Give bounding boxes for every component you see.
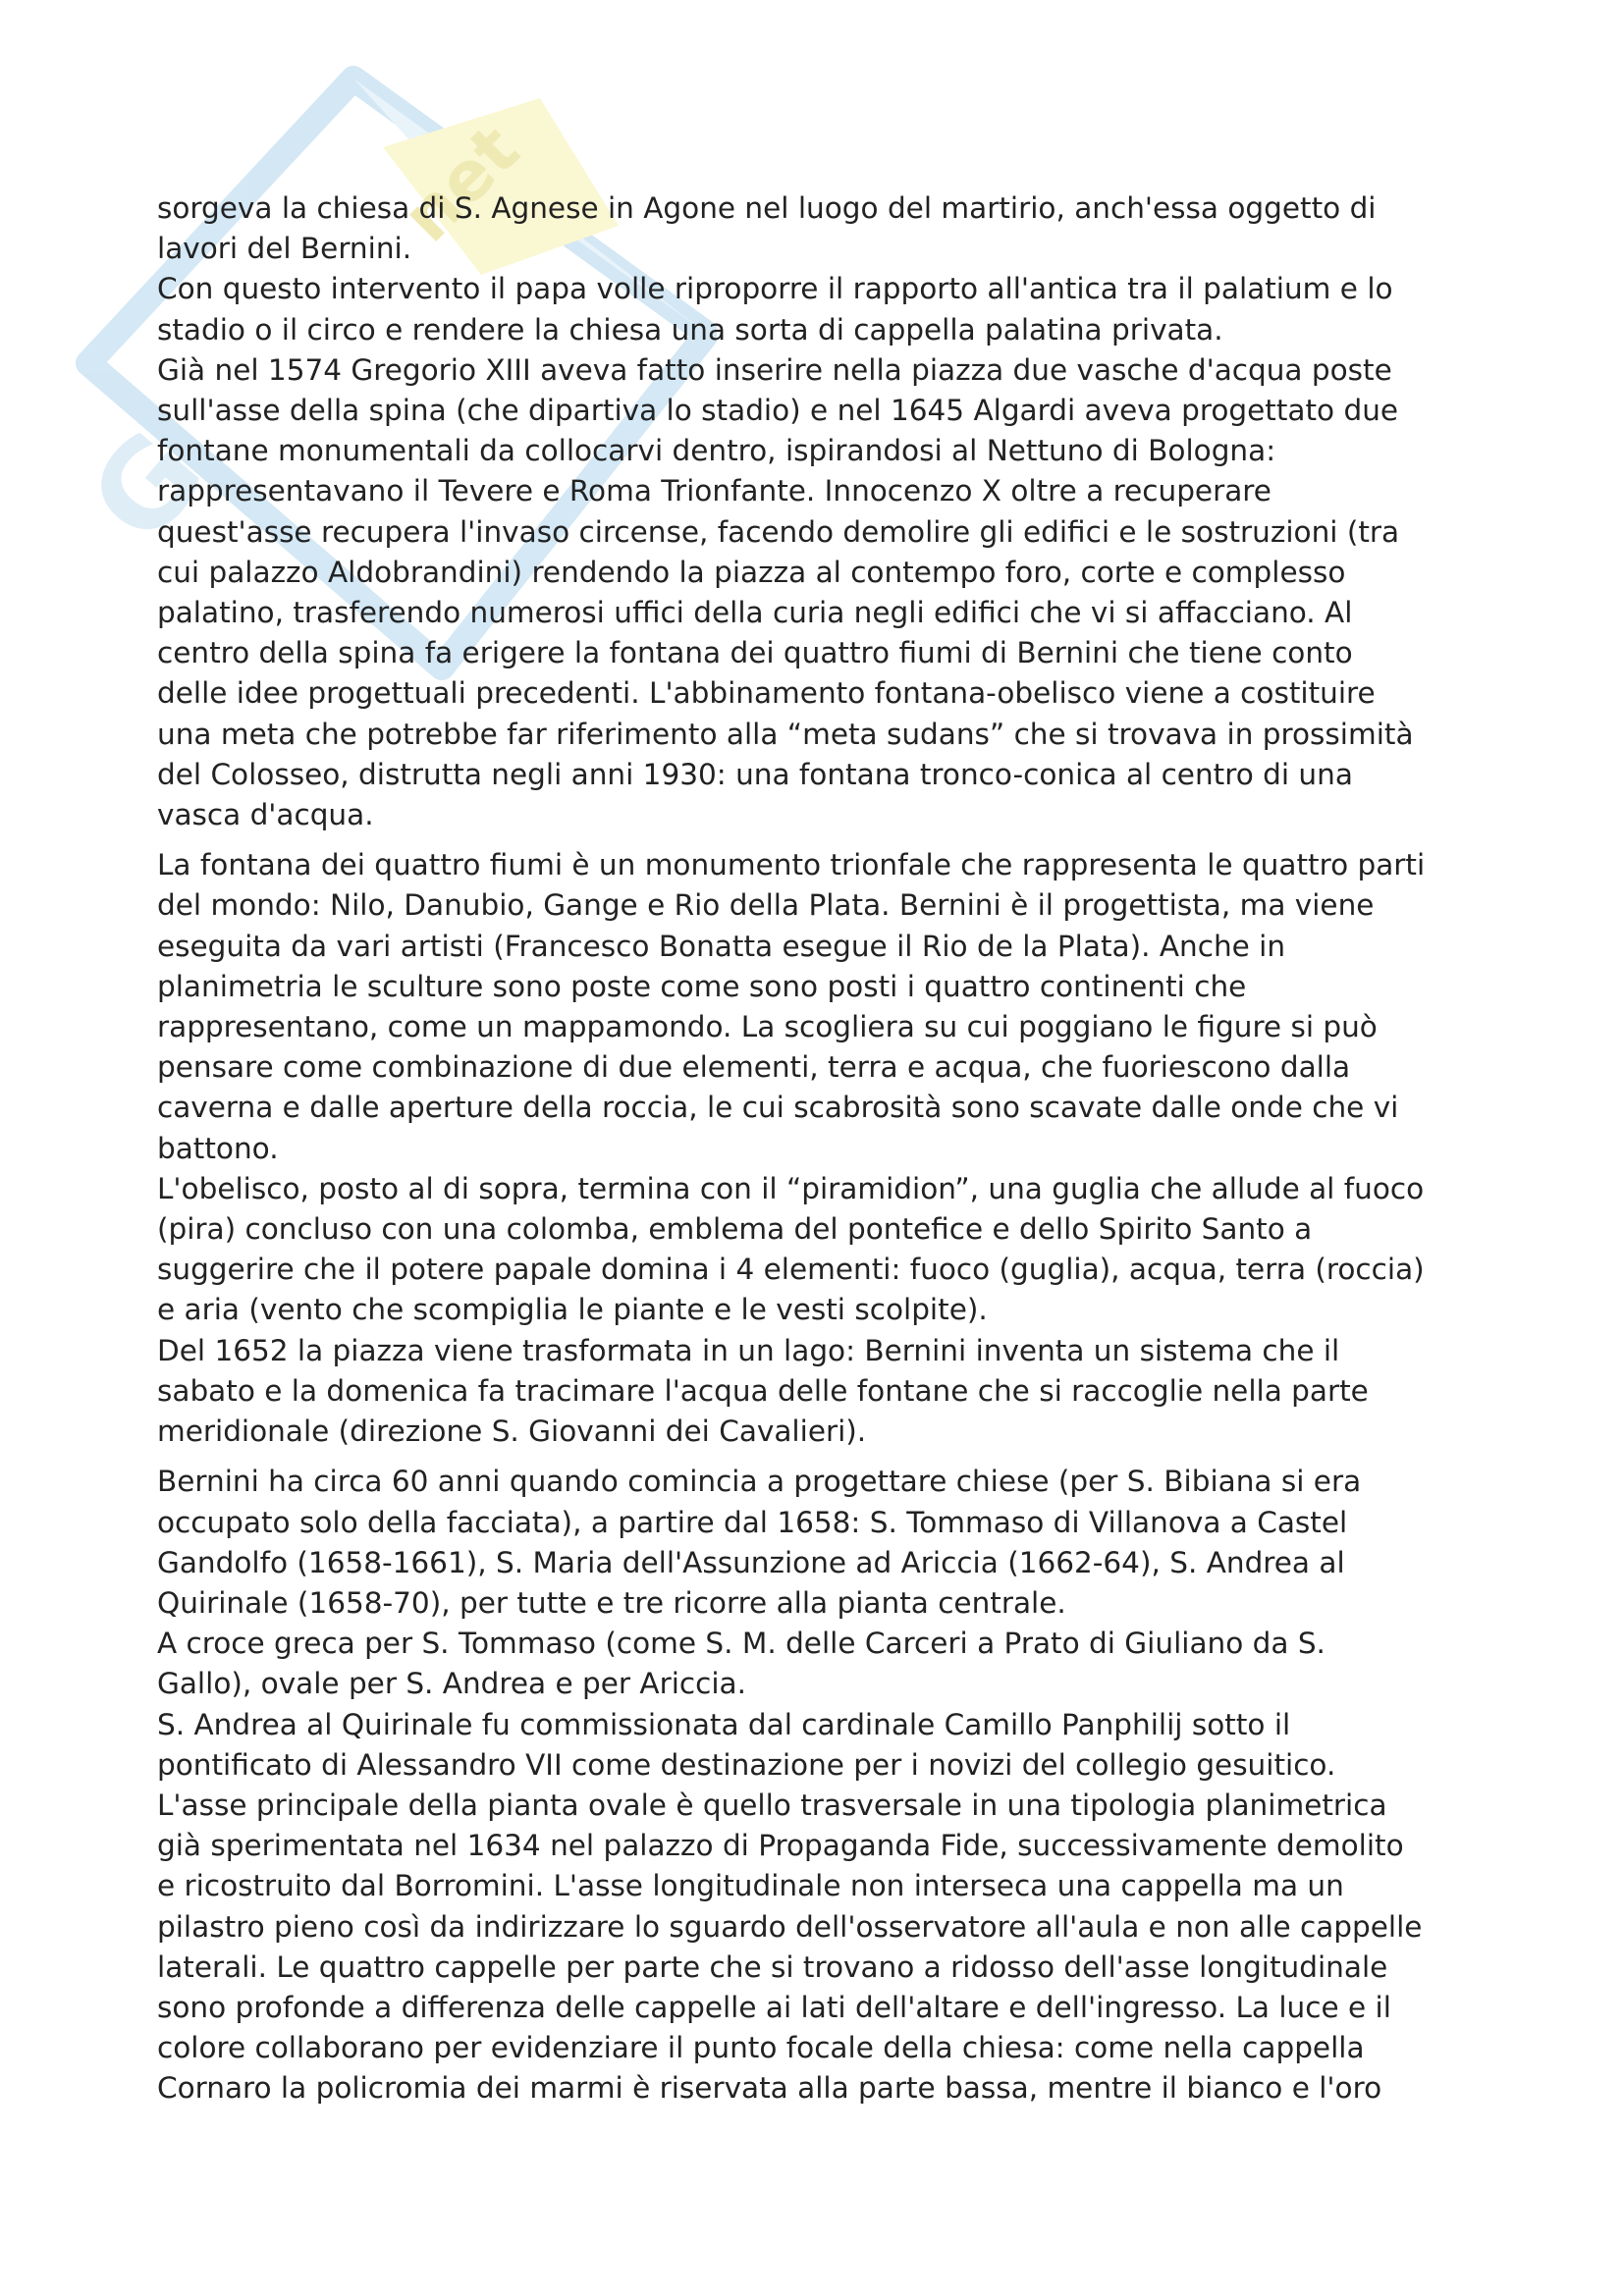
paragraph	[157, 1705, 1492, 2109]
text-line: L'asse principale della pianta ovale è quello trasversale in una tipologia planimetrica	[157, 1788, 1387, 1822]
svg-text:net: net	[387, 109, 535, 258]
document-body	[157, 188, 1492, 2109]
text-line: Cornaro la policromia dei marmi è riservata alla parte bassa, mentre il bianco e l'oro	[157, 2071, 1382, 2106]
text-line: A croce greca per S. Tommaso (come S. M. delle Carceri a Prato di Giuliano da S.	[157, 1627, 1325, 1661]
text-line: Gandolfo (1658-1661), S. Maria dell'Assunzione ad Ariccia (1662-64), S. Andrea al	[157, 1545, 1345, 1579]
text-line: fontane monumentali da collocarvi dentro, ispirandosi al Nettuno di Bologna:	[157, 434, 1276, 468]
text-line: pilastro pieno così da indirizzare lo sguardo dell'osservatore all'aula e non alle cappelle	[157, 1909, 1423, 1944]
text-line: del mondo: Nilo, Danubio, Gange e Rio della Plata. Bernini è il progettista, ma viene	[157, 888, 1375, 923]
text-line: pontificato di Alessandro VII come destinazione per i novizi del collegio gesuitico.	[157, 1747, 1336, 1782]
text-line: rappresentano, come un mappamondo. La scogliera su cui poggiano le figure si può	[157, 1010, 1378, 1044]
paragraph	[157, 845, 1492, 1169]
text-line: del Colosseo, distrutta negli anni 1930: una fontana tronco-conica al centro di una	[157, 757, 1353, 791]
text-line: una meta che potrebbe far riferimento alla “meta sudans” che si trovava in prossimità	[157, 717, 1414, 751]
text-line: lavori del Bernini.	[157, 232, 412, 266]
text-line: meridionale (direzione S. Giovanni dei Cavalieri).	[157, 1415, 867, 1449]
text-line: cui palazzo Aldobrandini) rendendo la piazza al contempo foro, corte e complesso	[157, 555, 1346, 589]
text-line: eseguita da vari artisti (Francesco Bonatta esegue il Rio de la Plata). Anche in	[157, 929, 1286, 963]
text-line: stadio o il circo e rendere la chiesa una sorta di cappella palatina privata.	[157, 312, 1223, 347]
text-line: Del 1652 la piazza viene trasformata in un lago: Bernini inventa un sistema che il	[157, 1333, 1340, 1367]
text-line: colore collaborano per evidenziare il punto focale della chiesa: come nella cappella	[157, 2031, 1365, 2065]
text-line: quest'asse recupera l'invaso circense, facendo demolire gli edifici e le sostruzioni (tra	[157, 514, 1400, 549]
text-line: Bernini ha circa 60 anni quando comincia a progettare chiese (per S. Bibiana si era	[157, 1465, 1362, 1499]
text-line: sull'asse della spina (che dipartiva lo stadio) e nel 1645 Algardi aveva progettato due	[157, 394, 1399, 428]
paragraph	[157, 1331, 1492, 1453]
paragraph	[157, 1624, 1492, 1704]
text-line: caverna e dalle aperture della roccia, le cui scabrosità sono scavate dalle onde che vi	[157, 1091, 1399, 1125]
text-line: suggerire che il potere papale domina i 4 elementi: fuoco (guglia), acqua, terra (roccia)	[157, 1253, 1425, 1287]
text-line: vasca d'acqua.	[157, 798, 374, 832]
text-line: centro della spina fa erigere la fontana dei quattro fiumi di Bernini che tiene conto	[157, 636, 1353, 670]
text-line: Quirinale (1658-70), per tutte e tre ricorre alla pianta centrale.	[157, 1585, 1066, 1620]
text-line: rappresentavano il Tevere e Roma Trionfante. Innocenzo X oltre a recuperare	[157, 474, 1271, 508]
text-line: (pira) concluso con una colomba, emblema del pontefice e dello Spirito Santo a	[157, 1212, 1313, 1247]
text-line: La fontana dei quattro fiumi è un monumento trionfale che rappresenta le quattro parti	[157, 848, 1426, 882]
paragraph	[157, 188, 1492, 269]
paragraph	[157, 350, 1492, 835]
text-line: Con questo intervento il papa volle riproporre il rapporto all'antica tra il palatium e lo	[157, 272, 1393, 306]
paragraph	[157, 269, 1492, 349]
text-line: occupato solo della facciata), a partire dal 1658: S. Tommaso di Villanova a Castel	[157, 1505, 1348, 1539]
text-line: Già nel 1574 Gregorio XIII aveva fatto inserire nella piazza due vasche d'acqua poste	[157, 352, 1392, 387]
paragraph	[157, 1169, 1492, 1331]
text-line: L'obelisco, posto al di sopra, termina con il “piramidion”, una guglia che allude al fuoco	[157, 1171, 1425, 1205]
text-line: S. Andrea al Quirinale fu commissionata dal cardinale Camillo Panphilij sotto il	[157, 1707, 1291, 1741]
text-line: già sperimentata nel 1634 nel palazzo di Propaganda Fide, successivamente demolito	[157, 1829, 1404, 1863]
text-line: e aria (vento che scompiglia le piante e le vesti scolpite).	[157, 1293, 988, 1327]
text-line: laterali. Le quattro cappelle per parte che si trovano a ridosso dell'asse longitudinale	[157, 1949, 1388, 1984]
svg-text:G: G	[64, 405, 232, 568]
text-line: sorgeva la chiesa di S. Agnese in Agone nel luogo del martirio, anch'essa oggetto di	[157, 191, 1377, 225]
text-line: delle idee progettuali precedenti. L'abbinamento fontana-obelisco viene a costituire	[157, 676, 1376, 711]
text-line: sono profonde a differenza delle cappelle ai lati dell'altare e dell'ingresso. La luce e il	[157, 1990, 1391, 2024]
text-line: Gallo), ovale per S. Andrea e per Ariccia.	[157, 1667, 746, 1701]
paragraph	[157, 1462, 1492, 1624]
text-line: pensare come combinazione di due elementi, terra e acqua, che fuoriescono dalla	[157, 1050, 1351, 1085]
text-line: e ricostruito dal Borromini. L'asse longitudinale non interseca una cappella ma un	[157, 1869, 1344, 1903]
text-line: battono.	[157, 1131, 279, 1165]
text-line: planimetria le sculture sono poste come sono posti i quattro continenti che	[157, 969, 1247, 1003]
text-line: palatino, trasferendo numerosi uffici della curia negli edifici che vi si affacciano. Al	[157, 596, 1353, 630]
text-line: sabato e la domenica fa tracimare l'acqua delle fontane che si raccoglie nella parte	[157, 1373, 1369, 1408]
